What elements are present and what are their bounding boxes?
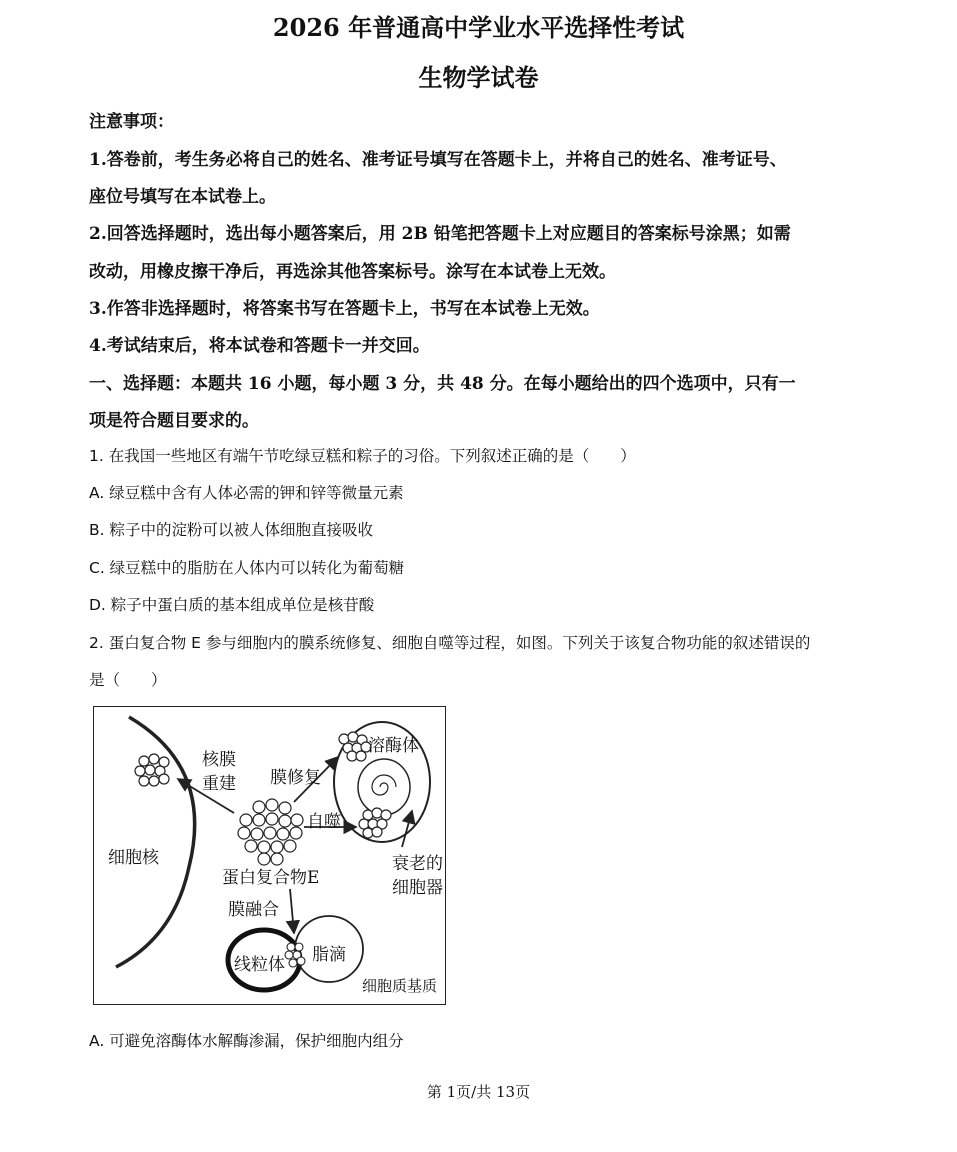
section-heading-cont: 项是符合题目要求的。: [89, 411, 259, 431]
complex-cluster-nucleus: [135, 754, 169, 786]
complex-cluster-autophagy: [359, 808, 391, 838]
page-footer: 第 1页/共 13页: [426, 1083, 531, 1101]
notice-line: 3.作答非选择题时，将答案书写在答题卡上，书写在本试卷上无效。: [89, 299, 600, 319]
organelle-spiral: [372, 775, 396, 795]
notice-line: 2.回答选择题时，选出每小题答案后，用 2B 铅笔把答题卡上对应题目的答案标号涂黑；如需: [89, 224, 791, 244]
notice-line: 4.考试结束后，将本试卷和答题卡一并交回。: [89, 336, 430, 356]
complex-e-cluster: [238, 799, 303, 865]
q1-option-a: A. 绿豆糕中含有人体必需的钾和锌等微量元素: [89, 484, 404, 502]
notice-line: 座位号填写在本试卷上。: [89, 187, 276, 207]
complex-cluster-lysosome: [339, 732, 371, 761]
label-rebuild: 重建: [202, 774, 236, 794]
label-aging: 衰老的: [392, 854, 443, 874]
label-cytoplasm: 细胞质基质: [362, 977, 438, 995]
label-membrane-fusion: 膜融合: [228, 900, 279, 920]
label-lysosome: 溶酶体: [368, 736, 419, 756]
label-autophagy: 自噬: [307, 812, 341, 832]
autophagosome: [358, 759, 410, 815]
arrow-membrane-fusion: [290, 889, 294, 933]
label-lipid-droplet: 脂滴: [312, 945, 346, 965]
question-2-stem-cont: 是（ ）: [89, 671, 167, 689]
label-complex-e: 蛋白复合物E: [222, 868, 320, 888]
section-heading: 一、选择题：本题共 16 小题，每小题 3 分，共 48 分。在每小题给出的四个选项中，只有一: [89, 374, 796, 394]
exam-subtitle: 生物学试卷: [418, 63, 539, 92]
q1-option-b: B. 粽子中的淀粉可以被人体细胞直接吸收: [89, 521, 373, 539]
label-nucleus: 细胞核: [108, 848, 159, 868]
q2-option-a: A. 可避免溶酶体水解酶渗漏，保护细胞内组分: [89, 1032, 404, 1050]
label-membrane-repair: 膜修复: [270, 768, 321, 788]
question-2-stem: 2. 蛋白复合物 E 参与细胞内的膜系统修复、细胞自噬等过程，如图。下列关于该复合物功能的叙述错误的: [89, 634, 811, 652]
cell-diagram: [93, 706, 446, 1005]
q1-option-c: C. 绿豆糕中的脂肪在人体内可以转化为葡萄糖: [89, 559, 405, 577]
label-nuclear: 核膜: [202, 750, 236, 770]
notice-line: 改动，用橡皮擦干净后，再选涂其他答案标号。涂写在本试卷上无效。: [89, 262, 616, 282]
exam-title: 2026 年普通高中学业水平选择性考试: [272, 13, 685, 42]
notice-line: 1.答卷前，考生务必将自己的姓名、准考证号填写在答题卡上，并将自己的姓名、准考证号、: [89, 150, 787, 170]
question-1-stem: 1. 在我国一些地区有端午节吃绿豆糕和粽子的习俗。下列叙述正确的是（ ）: [89, 447, 636, 465]
notice-heading: 注意事项：: [89, 112, 174, 132]
label-mitochondria: 线粒体: [234, 955, 285, 975]
label-organelle: 细胞器: [392, 878, 443, 898]
q1-option-d: D. 粽子中蛋白质的基本组成单位是核苷酸: [89, 596, 375, 614]
